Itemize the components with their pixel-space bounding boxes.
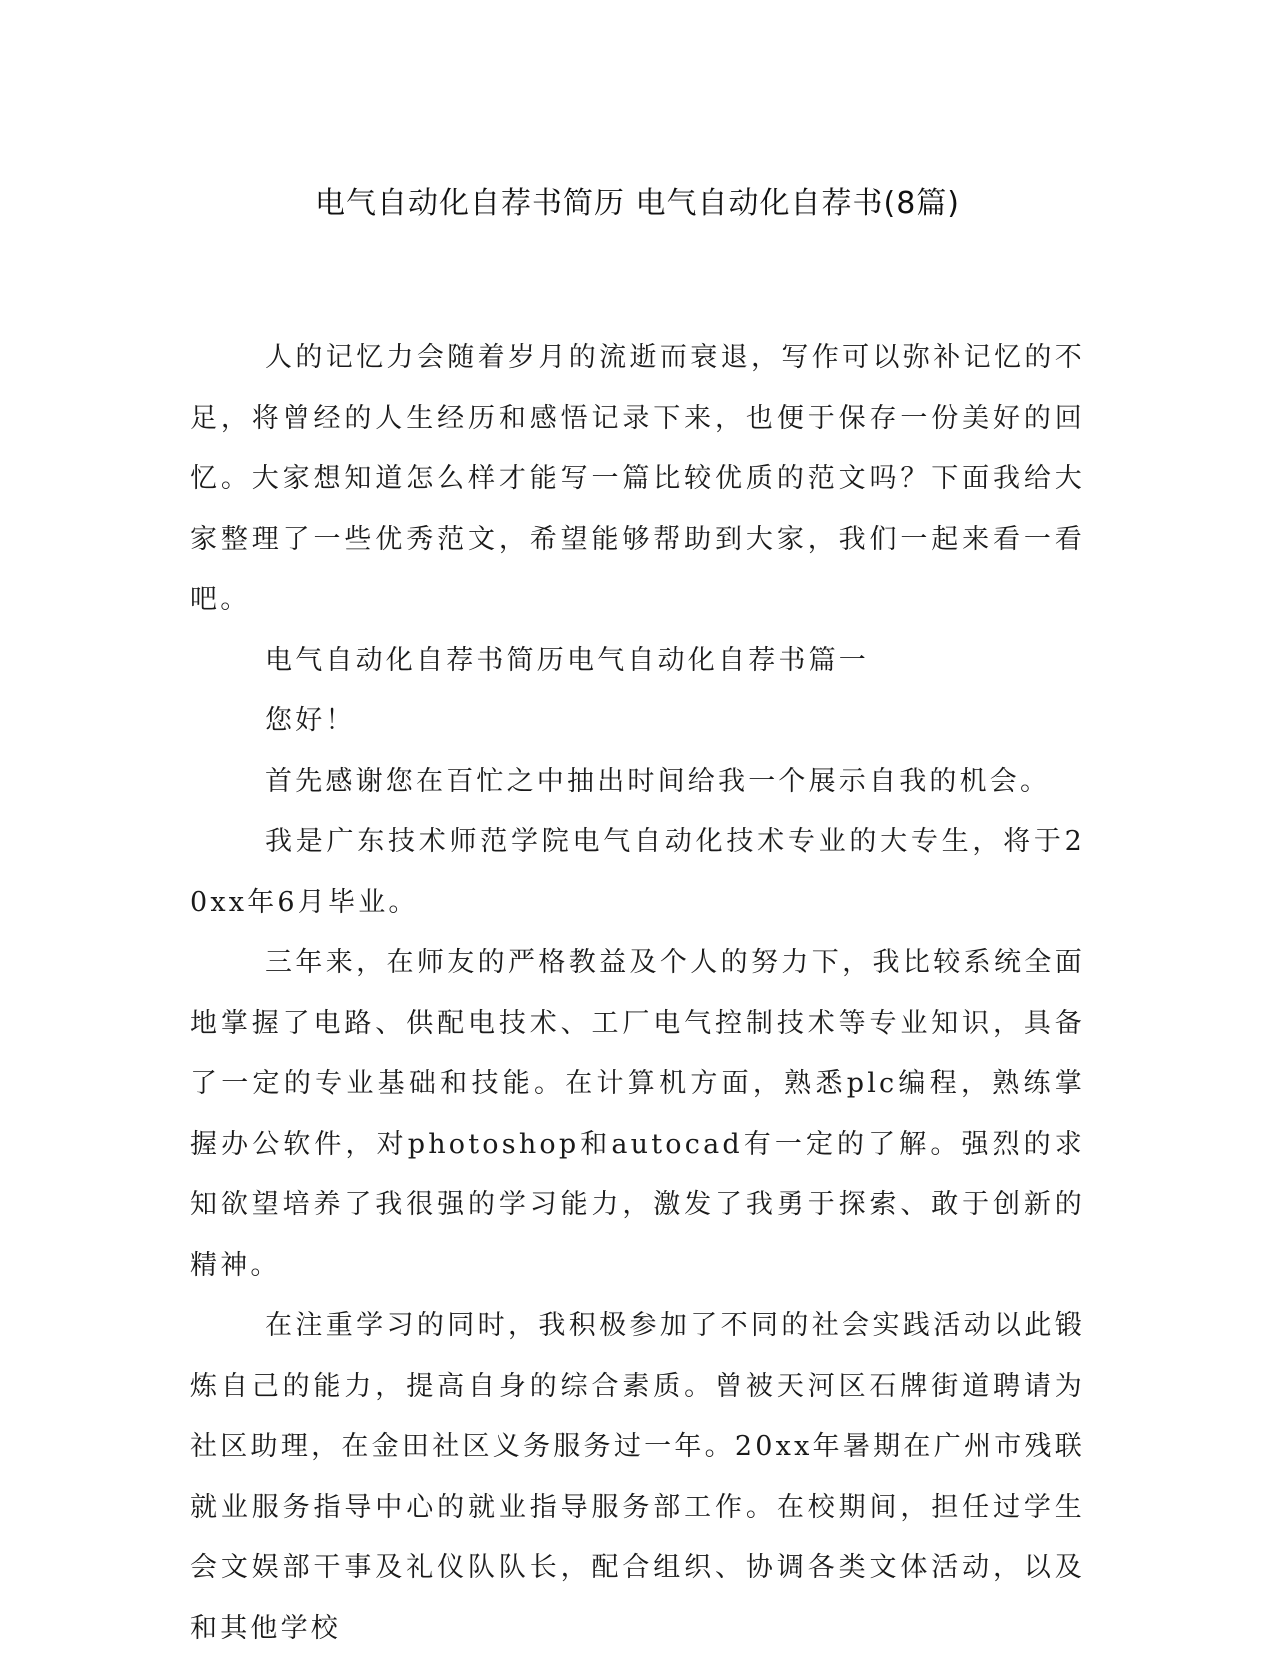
paragraph-section-heading: 电气自动化自荐书简历电气自动化自荐书篇一	[265, 644, 869, 676]
paragraph-practice: 在注重学习的同时，我积极参加了不同的社会实践活动以此锻炼自己的能力，提高自身的综合素质。曾被天河区石牌街道聘请为社区助理，在金田社区义务服务过一年。20xx年暑期在广州市残联就业服务指导中心的就业指导服务部工作。在校期间，担任过学生会文娱部干事及礼仪队队长，配合组织、协调各类文体活动，以及和其他学校	[190, 1310, 1085, 1644]
paragraph-greeting: 您好！	[265, 705, 356, 736]
paragraph-thanks: 首先感谢您在百忙之中抽出时间给我一个展示自我的机会。	[265, 765, 1051, 797]
paragraph-self-intro: 我是广东技术师范学院电气自动化技术专业的大专生，将于20xx年6月毕业。	[190, 826, 1085, 918]
document-body	[190, 328, 1085, 1659]
paragraph-intro: 人的记忆力会随着岁月的流逝而衰退，写作可以弥补记忆的不足，将曾经的人生经历和感悟记录下来，也便于保存一份美好的回忆。大家想知道怎么样才能写一篇比较优质的范文吗？下面我给大家整理了一些优秀范文，希望能够帮助到大家，我们一起来看一看吧。	[190, 342, 1085, 615]
paragraph-study: 三年来，在师友的严格教益及个人的努力下，我比较系统全面地掌握了电路、供配电技术、工厂电气控制技术等专业知识，具备了一定的专业基础和技能。在计算机方面，熟悉plc编程，熟练掌握办公软件，对photoshop和autocad有一定的了解。强烈的求知欲望培养了我很强的学习能力，激发了我勇于探索、敢于创新的精神。	[190, 947, 1085, 1281]
document-title: 电气自动化自荐书简历 电气自动化自荐书(8篇)	[314, 186, 961, 221]
